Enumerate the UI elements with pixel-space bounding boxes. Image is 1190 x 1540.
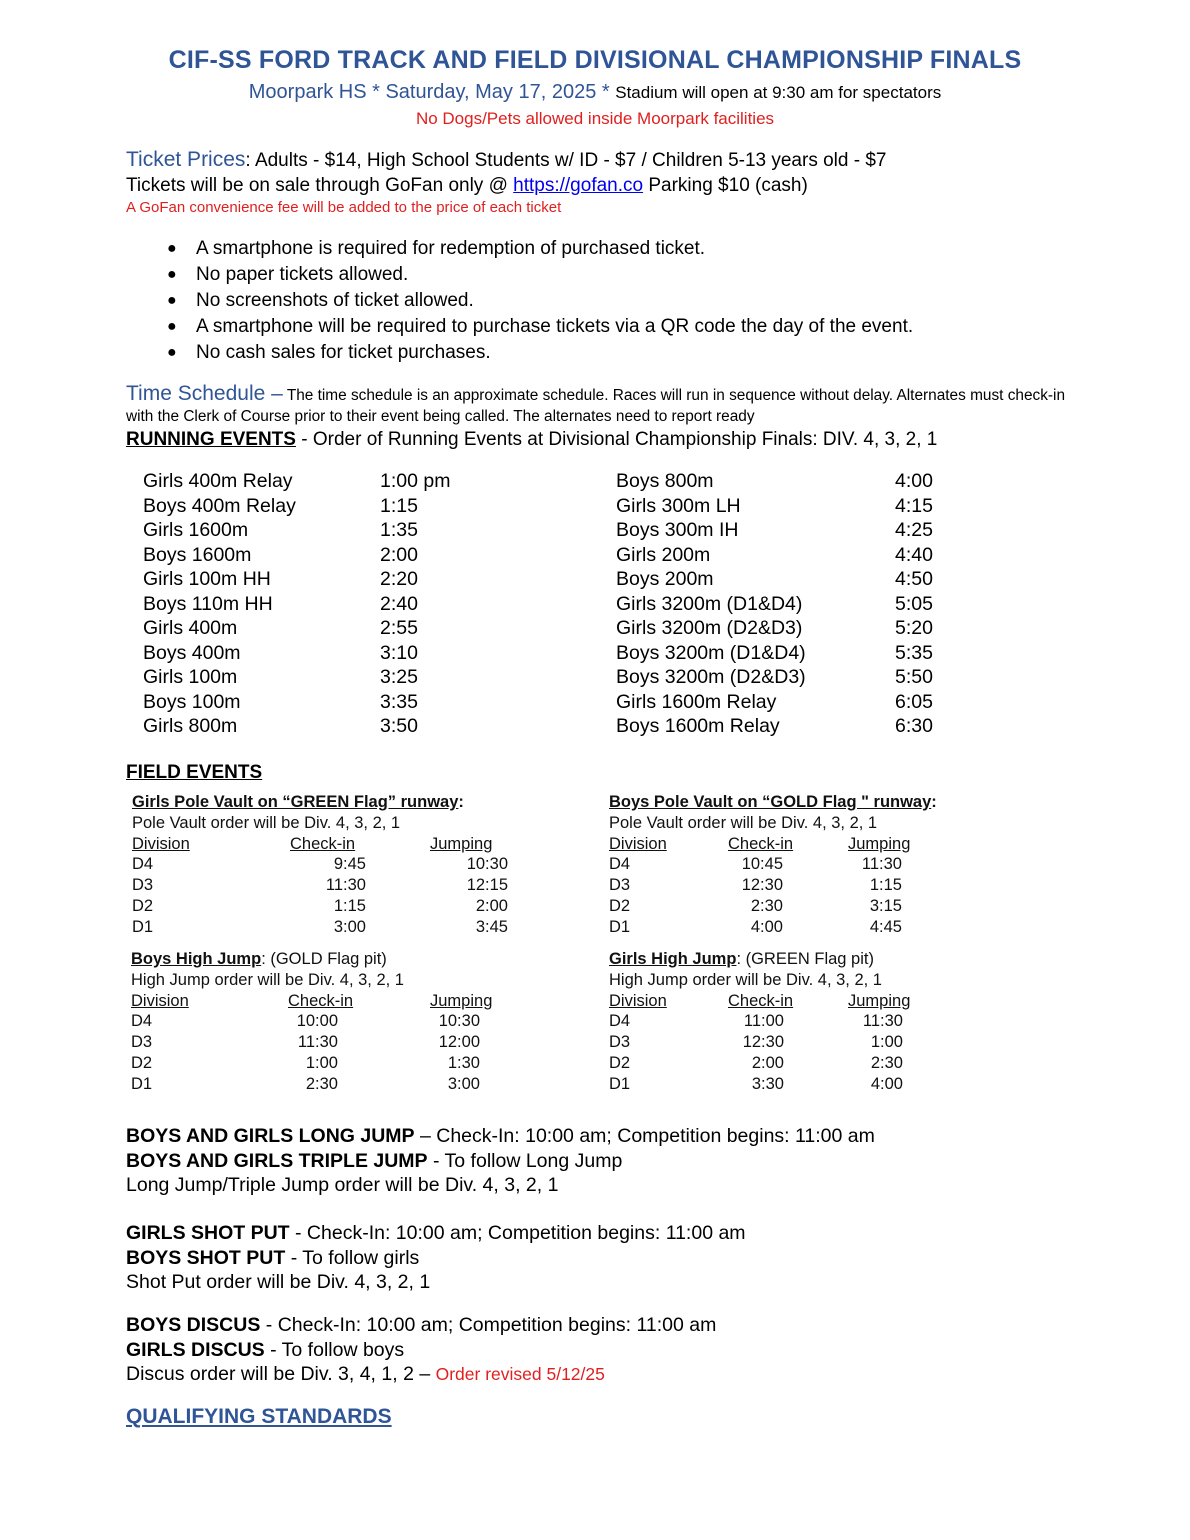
table-row: D2 1:15 2:00 [132,896,508,915]
table-row: D2 2:00 2:30 [609,1053,903,1072]
table-row: D4 10:00 10:30 [131,1012,480,1031]
ticket-sale-line [126,175,808,197]
running-schedule-right [616,469,946,739]
ticket-sale-prefix: Tickets will be on sale through GoFan only @ [126,175,508,196]
block-order: Pole Vault order will be Div. 4, 3, 2, 1 [609,813,878,832]
block-order: High Jump order will be Div. 4, 3, 2, 1 [609,970,882,989]
parking-text: Parking $10 (cash) [648,175,808,196]
table-header: Division Check-in Jumping [131,991,493,1010]
stadium-note: Stadium will open at 9:30 am for spectators [615,83,942,102]
no-dogs-note: No Dogs/Pets allowed inside Moorpark facilities [415,109,775,128]
table-row: Boys 1600m Relay 6:30 [616,715,933,737]
venue-text: Moorpark HS * Saturday, May 17, 2025 * [248,81,610,103]
table-row: Girls 100m HH 2:20 [143,568,418,590]
table-row: D4 9:45 10:30 [132,855,508,874]
ticket-prices-text: Adults - $14, High School Students w/ ID - $7 / Children 5-13 years old - $7 [254,150,887,171]
table-row: Boys 100m 3:35 [143,690,418,713]
table-row: D3 12:30 1:15 [609,876,902,895]
bullet-icon: ● [167,240,177,257]
long-triple-jump-section [126,1124,875,1198]
boys-pole-vault-block [609,792,937,938]
table-header: Division Check-in Jumping [132,834,493,853]
table-row: D1 2:30 3:00 [131,1074,480,1093]
table-row: Boys 200m 4:50 [616,568,933,590]
table-row: Girls 1600m Relay 6:05 [616,690,933,713]
discus-order-line: Discus order will be Div. 3, 4, 1, 2 – Order revised 5/12/25 [126,1363,605,1385]
jump-order-line: Long Jump/Triple Jump order will be Div. 4, 3, 2, 1 [126,1174,559,1196]
page-title: CIF-SS FORD TRACK AND FIELD DIVISIONAL CHAMPIONSHIP FINALS [168,46,1022,74]
triple-jump-line: BOYS AND GIRLS TRIPLE JUMP - To follow Long Jump [126,1149,623,1172]
table-row: D3 12:30 1:00 [609,1033,903,1052]
ticket-prices-label: Ticket Prices [126,148,246,171]
running-schedule-left [143,469,473,739]
bullet-icon: ● [167,318,177,335]
block-title: Girls Pole Vault on “GREEN Flag” runway: [132,793,464,811]
table-row: Girls 300m LH 4:15 [616,494,933,517]
table-row: Girls 400m 2:55 [143,617,418,639]
time-schedule-label: Time Schedule – [126,382,283,405]
table-row: Boys 3200m (D1&D4) 5:35 [616,641,933,664]
list-item: ● A smartphone is required for redemption of purchased ticket. [126,236,913,262]
table-row: Boys 110m HH 2:40 [143,592,418,615]
shot-put-section [126,1221,746,1295]
qualifying-standards-link[interactable]: QUALIFYING STANDARDS [126,1405,392,1428]
table-row: Girls 3200m (D2&D3) 5:20 [616,617,933,639]
time-schedule [126,383,1086,427]
list-item: ● No paper tickets allowed. [126,262,913,288]
bullet-icon: ● [167,292,177,309]
block-title: Boys High Jump: (GOLD Flag pit) [131,950,387,968]
block-title: Boys Pole Vault on “GOLD Flag " runway: [609,793,937,811]
block-order: Pole Vault order will be Div. 4, 3, 2, 1 [132,813,401,832]
table-row: D3 11:30 12:15 [132,876,508,895]
girls-pole-vault-block [132,792,508,938]
list-item: ● A smartphone will be required to purchase tickets via a QR code the day of the event. [126,314,913,340]
boys-discus-line: BOYS DISCUS - Check-In: 10:00 am; Competition begins: 11:00 am [126,1314,717,1336]
field-events-heading: FIELD EVENTS [126,762,263,783]
table-row: D4 10:45 11:30 [609,855,902,874]
discus-revised-note: Order revised 5/12/25 [435,1364,605,1384]
shot-put-order-line: Shot Put order will be Div. 4, 3, 2, 1 [126,1271,431,1293]
boys-high-jump-block [131,949,493,1095]
table-header: Division Check-in Jumping [609,991,911,1010]
table-row: D2 1:00 1:30 [131,1053,480,1072]
table-row: Girls 3200m (D1&D4) 5:05 [616,592,933,615]
gofan-link[interactable]: https://gofan.co [513,175,644,196]
long-jump-line: BOYS AND GIRLS LONG JUMP – Check-In: 10:00 am; Competition begins: 11:00 am [126,1125,875,1147]
time-schedule-note: The time schedule is an approximate schedule. Races will run in sequence without delay. Alternates must check-in with the Clerk of Course prior to their event being called. The alternates need to report ready [126,387,1066,425]
discus-section [126,1313,716,1387]
table-row: Girls 200m 4:40 [616,543,933,566]
venue-line [0,81,1190,104]
table-row: Boys 3200m (D2&D3) 5:50 [616,666,933,688]
table-row: D3 11:30 12:00 [131,1033,480,1052]
table-row: Boys 400m 3:10 [143,641,418,664]
running-events-label: RUNNING EVENTS [126,429,296,450]
bullet-icon: ● [167,344,177,361]
table-row: Boys 800m 4:00 [616,470,933,492]
table-row: D1 3:30 4:00 [609,1074,903,1093]
table-row: Boys 300m IH 4:25 [616,519,933,541]
list-item: ● No screenshots of ticket allowed. [126,288,913,314]
block-title: Girls High Jump: (GREEN Flag pit) [609,950,874,968]
fee-note: A GoFan convenience fee will be added to the price of each ticket [126,199,562,216]
list-item: ● No cash sales for ticket purchases. [126,340,913,366]
girls-high-jump-block [609,949,911,1095]
table-row: D2 2:30 3:15 [609,896,902,915]
girls-discus-line: GIRLS DISCUS - To follow boys [126,1338,405,1361]
block-order: High Jump order will be Div. 4, 3, 2, 1 [131,970,404,989]
table-row: Girls 800m 3:50 [143,715,418,737]
running-events-note: - Order of Running Events at Divisional Championship Finals: DIV. 4, 3, 2, 1 [301,429,938,450]
running-events-heading [126,429,937,451]
table-row: Girls 1600m 1:35 [143,519,418,541]
table-header: Division Check-in Jumping [609,834,911,853]
table-row: Boys 400m Relay 1:15 [143,494,418,517]
table-row: Boys 1600m 2:00 [143,543,418,566]
table-row: D1 3:00 3:45 [132,917,508,936]
boys-shot-put-line: BOYS SHOT PUT - To follow girls [126,1246,420,1269]
ticket-prices: Ticket Prices: Adults - $14, High School Students w/ ID - $7 / Children 5-13 years old - $7 [126,148,887,171]
table-row: D4 11:00 11:30 [609,1012,903,1031]
table-row: Girls 100m 3:25 [143,666,418,688]
ticket-rules-list [126,236,913,366]
girls-shot-put-line: GIRLS SHOT PUT - Check-In: 10:00 am; Competition begins: 11:00 am [126,1222,746,1244]
bullet-icon: ● [167,266,177,283]
table-row: Girls 400m Relay 1:00 pm [143,470,451,492]
table-row: D1 4:00 4:45 [609,917,902,936]
